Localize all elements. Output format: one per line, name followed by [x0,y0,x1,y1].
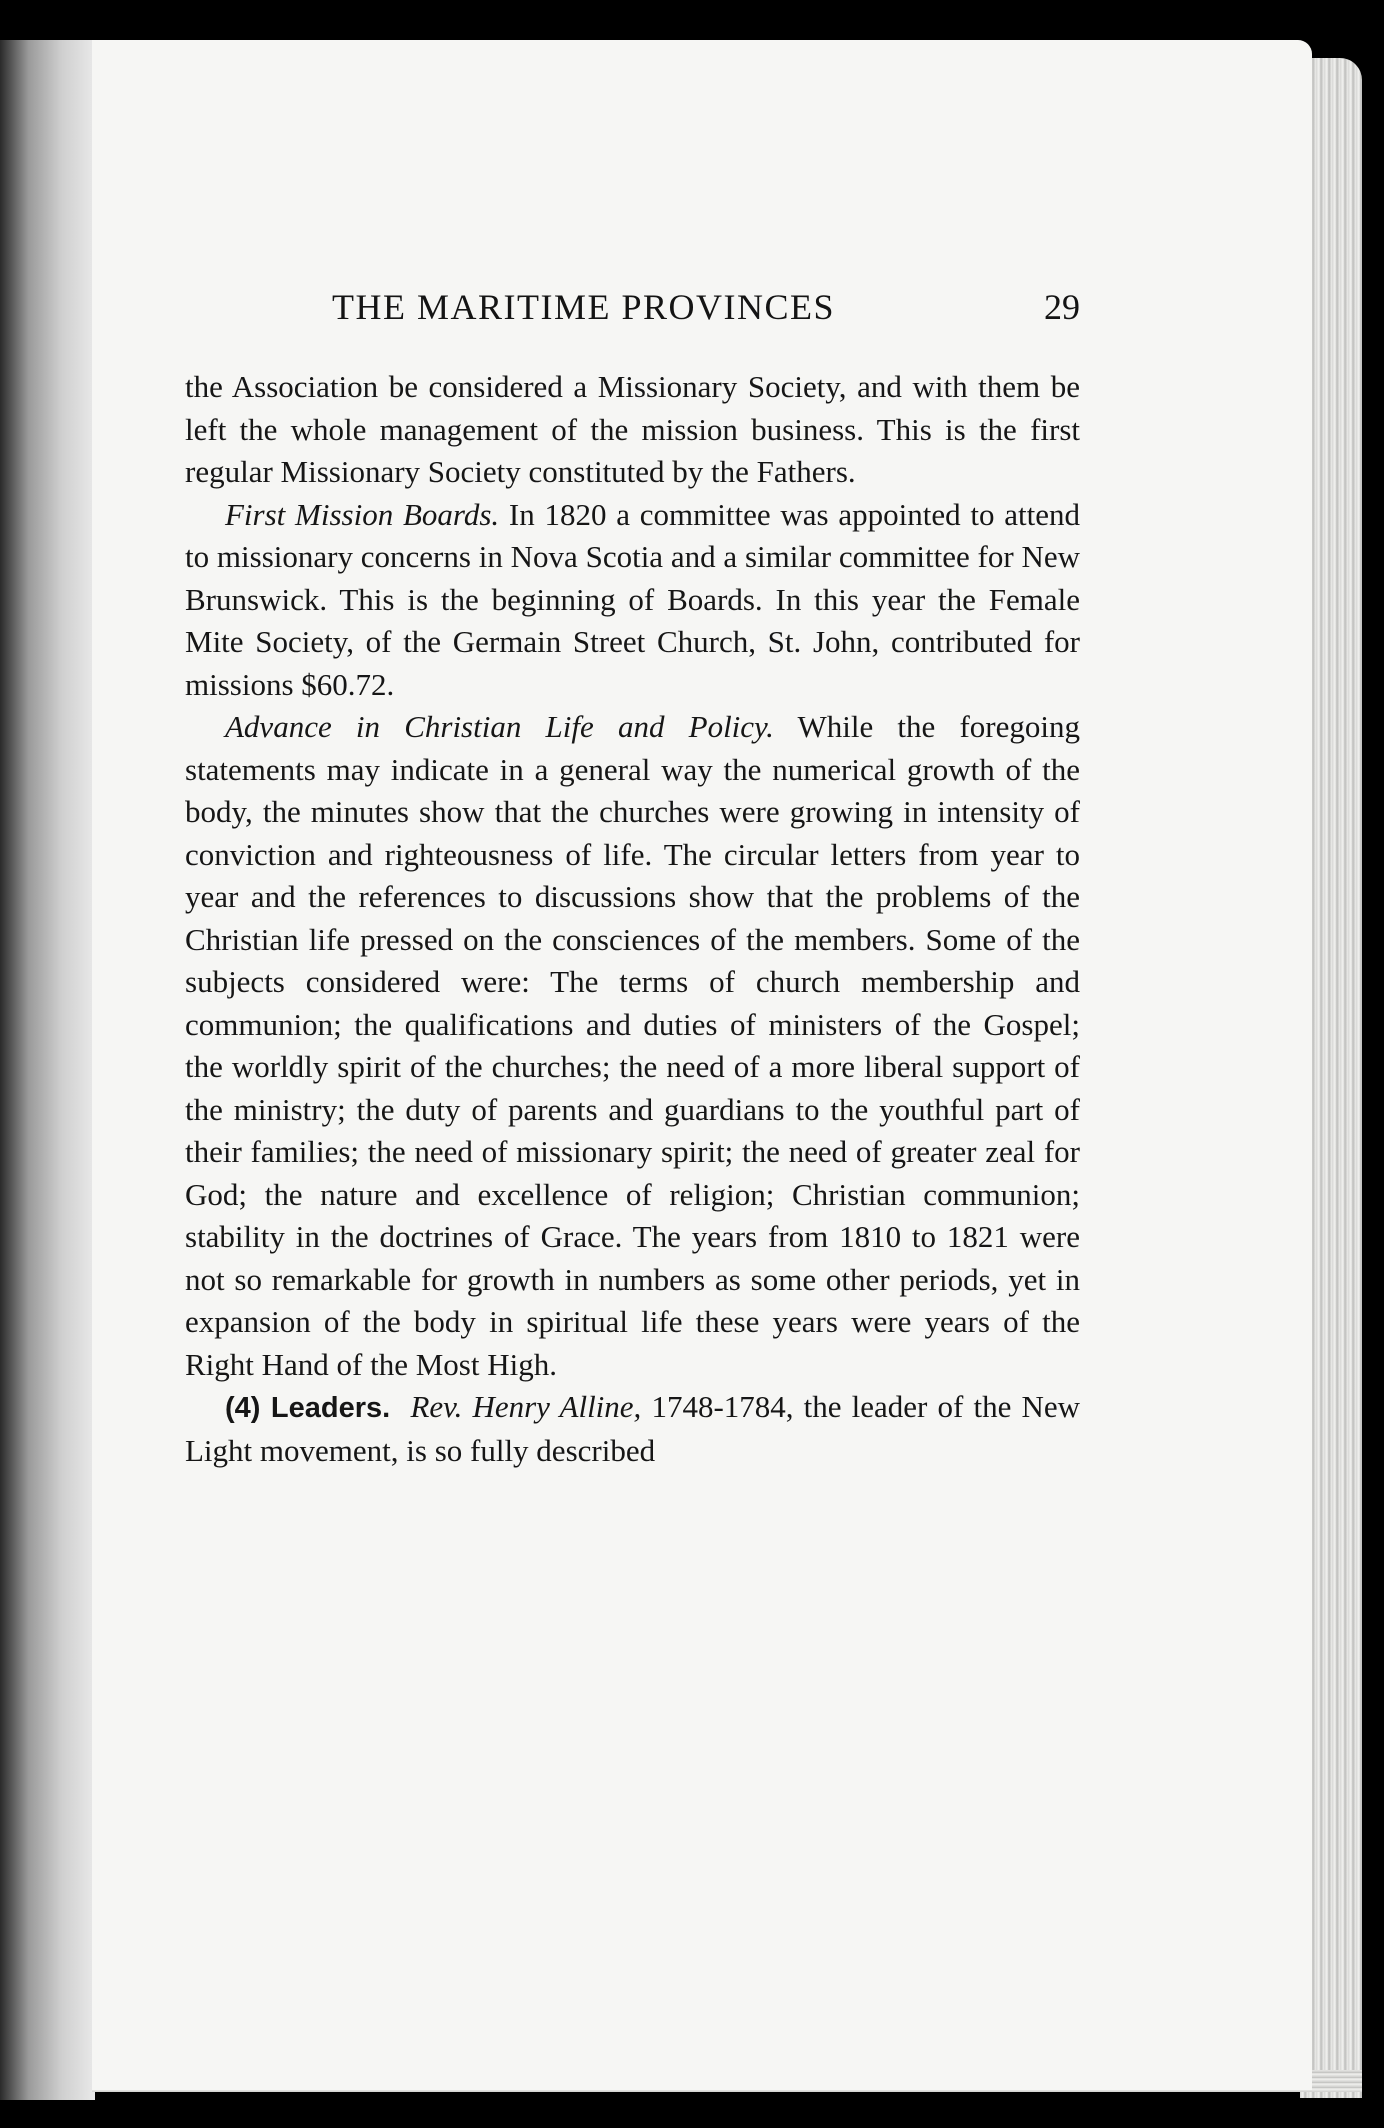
paragraph-leaders [185,1386,1080,1472]
paragraph-continuation [185,366,1080,494]
leader-name: Rev. Henry Alline, [410,1389,642,1424]
running-head [185,286,1080,336]
paragraph-mission-boards [185,494,1080,707]
paragraph-text: In 1820 a committee was appointed to attend to missionary concerns in Nova Scotia and a similar committee for New Brunswick. This is the beginning of Boards. In this year the Female Mite Society, of the Germain Street Church, St. John, contributed for missions $60.72. [185,496,1080,702]
left-page-edge [0,40,95,2100]
page-number: 29 [1044,287,1080,327]
body-text [185,366,1080,1472]
section-heading-leaders: (4) Leaders. [225,1392,391,1424]
paragraph-text: 1748-1784, the leader of the New Light movement, is so fully described [185,1389,1080,1468]
section-heading-advance: Advance in Christian Life and Policy. [225,709,774,744]
paragraph-advance [185,706,1080,1386]
paragraph-text: While the foregoing statements may indicate in a general way the numerical growth of the body, the minutes show that the churches were growing in intensity of conviction and righteousness of life. The circular letters from year to year and the references to discussions show that the problems of the Christian life pressed on the consciences of the members. Some of the subjects considered were: The terms of church membership and communion; the qualifications and duties of ministers of the Gospel; the worldly spirit of the churches; the need of a more liberal support of the ministry; the duty of parents and guardians to the youthful part of their families; the need of missionary spirit; the need of greater zeal for God; the nature and excellence of religion; Christian communion; stability in the doctrines of Grace. The years from 1810 to 1821 were not so remarkable for growth in numbers as some other periods, yet in expansion of the body in spiritual life these years were years of the Right Hand of the Most High. [185,709,1080,1382]
paragraph-text: the Association be considered a Missionary Society, and with them be left the whole management of the mission business. This is the first regular Missionary Society constituted by the Fathers. [185,369,1080,489]
section-heading-mission-boards: First Mission Boards. [225,496,500,532]
running-title: THE MARITIME PROVINCES [332,287,836,327]
